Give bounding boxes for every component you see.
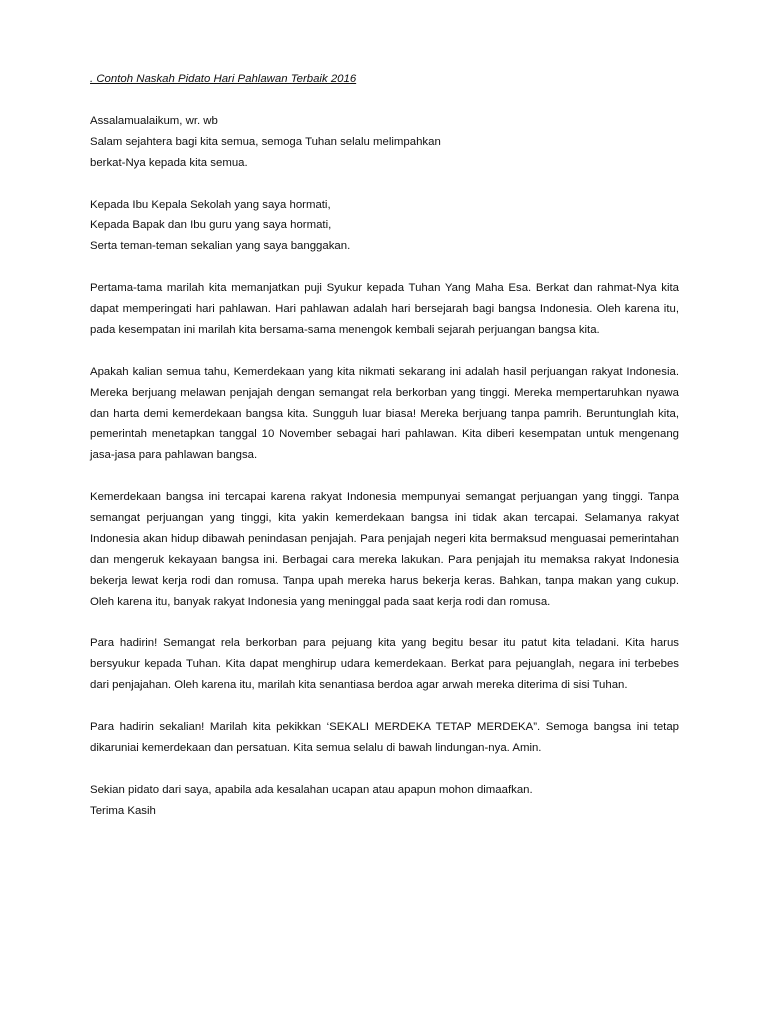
greeting-line: Assalamualaikum, wr. wb bbox=[90, 114, 218, 127]
greeting-line: Salam sejahtera bagi kita semua, semoga Tuhan selalu melimpahkan bbox=[90, 135, 441, 148]
body-paragraph: Para hadirin sekalian! Marilah kita pekikkan ‘SEKALI MERDEKA TETAP MERDEKA”. Semoga bangsa ini tetap dikaruniai kemerdekaan dan persatuan. Kita semua selalu di bawah lindungan-nya. Amin. bbox=[90, 721, 679, 754]
document-page bbox=[90, 69, 679, 822]
closing-line: Terima Kasih bbox=[90, 804, 156, 817]
salutation-line: Kepada Bapak dan Ibu guru yang saya hormati, bbox=[90, 219, 332, 232]
body-paragraph: Apakah kalian semua tahu, Kemerdekaan yang kita nikmati sekarang ini adalah hasil perjuangan rakyat Indonesia. Mereka berjuang melawan penjajah dengan semangat rela berkorban yang tinggi. Mereka mempertaruhkan nyawa dan harta demi kemerdekaan bangsa kita. Sungguh luar biasa! Mereka berjuang tanpa pamrih. Beruntunglah kita, pemerintah menetapkan tanggal 10 November sebagai hari pahlawan. Kita diberi kesempatan untuk mengenang jasa-jasa para pahlawan bangsa. bbox=[90, 365, 679, 462]
closing-block bbox=[90, 780, 679, 822]
salutation-line: Serta teman-teman sekalian yang saya banggakan. bbox=[90, 240, 351, 253]
body-paragraph: Para hadirin! Semangat rela berkorban para pejuang kita yang begitu besar itu patut kita teladani. Kita harus bersyukur kepada Tuhan. Kita dapat menghirup udara kemerdekaan. Berkat para pejuanglah, negara ini terbebes dari penjajahan. Oleh karena itu, marilah kita senantiasa berdoa agar arwah mereka diterima di sisi Tuhan. bbox=[90, 637, 679, 692]
closing-line: Sekian pidato dari saya, apabila ada kesalahan ucapan atau apapun mohon dimaafkan. bbox=[90, 783, 533, 796]
greeting-line: berkat-Nya kepada kita semua. bbox=[90, 156, 248, 169]
body-paragraph: Kemerdekaan bangsa ini tercapai karena rakyat Indonesia mempunyai semangat perjuangan yang tinggi. Tanpa semangat perjuangan yang tinggi, kita yakin kemerdekaan bangsa ini tidak akan tercapai. Selamanya rakyat Indonesia akan hidup dibawah penindasan penjajah. Para penjajah negeri kita bermaksud menguasai pemerintahan dan mengeruk kekayaan bangsa ini. Berbagai cara mereka lakukan. Para penjajah itu memaksa rakyat Indonesia bekerja lewat kerja rodi dan romusa. Tanpa upah mereka harus bekerja keras. Bahkan, tanpa makan yang cukup. Oleh karena itu, banyak rakyat Indonesia yang meninggal pada saat kerja rodi dan romusa. bbox=[90, 491, 679, 608]
document-title: . Contoh Naskah Pidato Hari Pahlawan Terbaik 2016 bbox=[90, 73, 357, 85]
body-paragraph: Pertama-tama marilah kita memanjatkan puji Syukur kepada Tuhan Yang Maha Esa. Berkat dan rahmat-Nya kita dapat memperingati hari pahlawan. Hari pahlawan adalah hari bersejarah bagi bangsa Indonesia. Oleh karena itu, pada kesempatan ini marilah kita bersama-sama menengok kembali sejarah perjuangan bangsa kita. bbox=[90, 282, 679, 336]
greeting-block bbox=[90, 111, 679, 174]
salutation-block bbox=[90, 195, 679, 258]
salutation-line: Kepada Ibu Kepala Sekolah yang saya hormati, bbox=[90, 198, 331, 211]
